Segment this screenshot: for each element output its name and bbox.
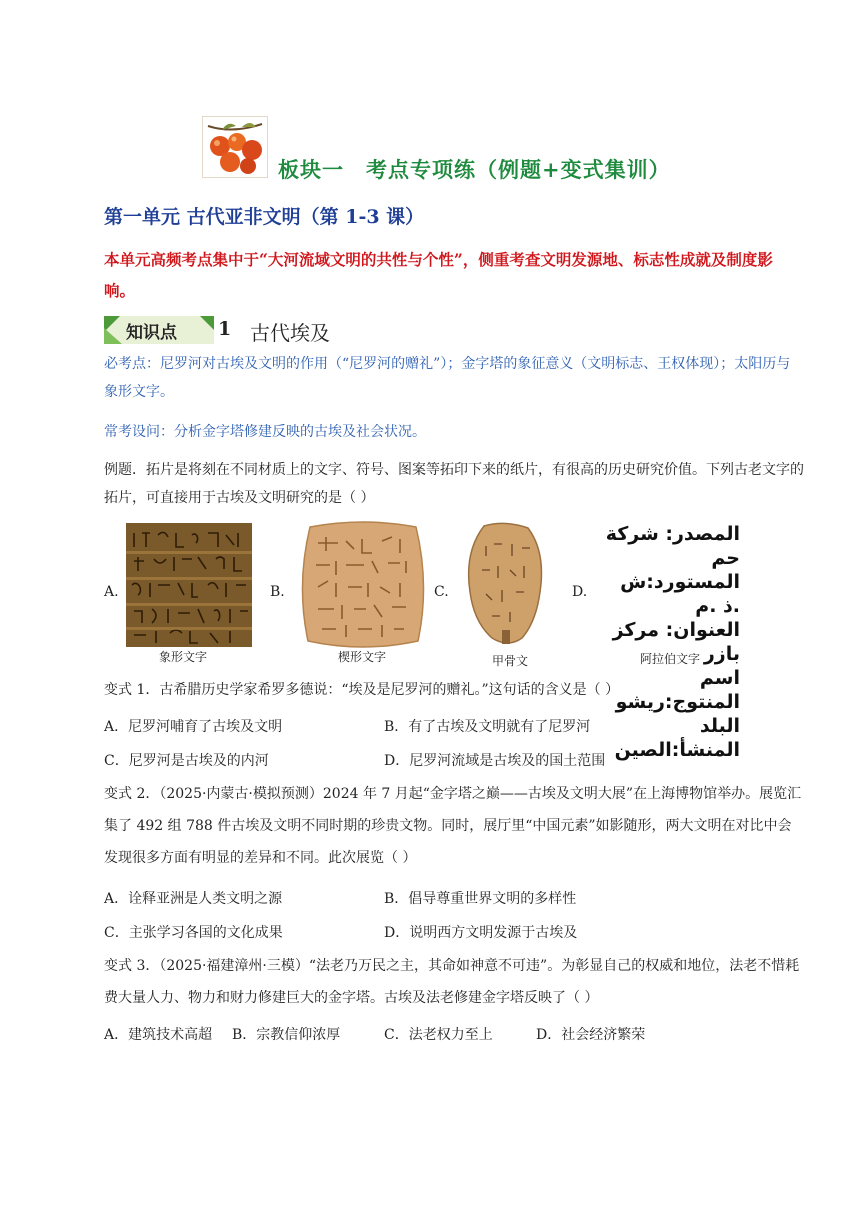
arabic-line: المصدر: شركة حم	[605, 523, 740, 569]
hieroglyph-rubbing-image	[126, 523, 252, 647]
option-b-caption: 楔形文字	[338, 650, 387, 664]
must-points: 必考点：尼罗河对古埃及文明的作用（“尼罗河的赠礼”）；金字塔的象征意义（文明标志、王权体现）；太阳历与象形文字。	[104, 356, 791, 400]
knowledge-point-number: 1	[218, 318, 232, 340]
unit-intro: 本单元高频考点集中于“大河流域文明的共性与个性”，侧重考查文明发源地、标志性成就及制度影响。	[104, 250, 773, 300]
arabic-text-image	[600, 522, 740, 762]
variant-1-option-b: B．有了古埃及文明就有了尼罗河	[384, 719, 591, 735]
section-banner	[202, 116, 682, 180]
variant-1-stem: 变式 1．古希腊历史学家希罗多德说：“埃及是尼罗河的赠礼。”这句话的含义是（ ）	[104, 682, 620, 698]
variant-3-option-c: C．法老权力至上	[384, 1027, 493, 1043]
persimmon-illustration	[202, 116, 268, 178]
option-c-letter: C.	[434, 584, 449, 600]
knowledge-point-title: 古代埃及	[250, 321, 330, 345]
variant-2-stem: 变式 2．（2025·内蒙古·模拟预测）2024 年 7 月起“金字塔之巅——古埃及文明大展”在上海博物馆举办。展览汇集了 492 组 788 件古埃及文明不同时期的珍贵文物。同时，展厅里“中国元素”如影随形，两大文明在对比中会发现很多方面有明显的差异和不同。此次展览（ ）	[104, 786, 802, 866]
banner-title: 板块一 考点专项练（例题+变式集训）	[278, 157, 671, 182]
unit-title: 第一单元 古代亚非文明（第 1-3 课）	[104, 206, 425, 228]
variant-2-option-a: A．诠释亚洲是人类文明之源	[104, 891, 283, 907]
common-question: 常考设问：分析金字塔修建反映的古埃及社会状况。	[104, 424, 426, 440]
oracle-bone-image	[462, 522, 548, 650]
variant-1-option-d: D．尼罗河流域是古埃及的国土范围	[384, 753, 606, 769]
arabic-line: البلد المنشأ:الصين	[614, 715, 740, 761]
arabic-line: العنوان: مركز بازر	[612, 619, 740, 665]
variant-3-option-b: B．宗教信仰浓厚	[232, 1027, 341, 1043]
option-a-caption: 象形文字	[159, 650, 208, 664]
option-c-caption: 甲骨文	[492, 654, 529, 668]
knowledge-point-label: 知识点	[126, 323, 177, 343]
knowledge-point-heading	[104, 314, 504, 348]
variant-1-option-a: A．尼罗河哺育了古埃及文明	[104, 719, 283, 735]
variant-3-option-d: D．社会经济繁荣	[536, 1027, 646, 1043]
variant-3-stem: 变式 3．（2025·福建漳州·三模）“法老乃万民之主，其命如神意不可违”。为彰显自己的权威和地位，法老不惜耗费大量人力、物力和财力修建巨大的金字塔。古埃及法老修建金字塔反映了（ ）	[104, 958, 800, 1006]
variant-2-option-b: B．倡导尊重世界文明的多样性	[384, 891, 577, 907]
variant-2-option-d: D．说明西方文明发源于古埃及	[384, 925, 578, 941]
variant-3-option-a: A．建筑技术高超	[104, 1027, 213, 1043]
option-a-letter: A.	[104, 584, 119, 600]
example-stem: 例题．拓片是将刻在不同材质上的文字、符号、图案等拓印下来的纸片，有很高的历史研究价值。下列古老文字的拓片，可直接用于古埃及文明研究的是（ ）	[104, 462, 804, 506]
cuneiform-tablet-image	[296, 521, 430, 649]
variant-1-option-c: C．尼罗河是古埃及的内河	[104, 753, 269, 769]
option-d-letter: D.	[572, 584, 588, 600]
variant-2-option-c: C．主张学习各国的文化成果	[104, 925, 283, 941]
option-b-letter: B.	[270, 584, 285, 600]
option-d-caption: 阿拉伯文字	[640, 652, 701, 666]
arabic-line: اسم المنتوج:ريشو	[615, 667, 740, 713]
arabic-line: المستورد:ش .ذ .م	[620, 571, 740, 617]
